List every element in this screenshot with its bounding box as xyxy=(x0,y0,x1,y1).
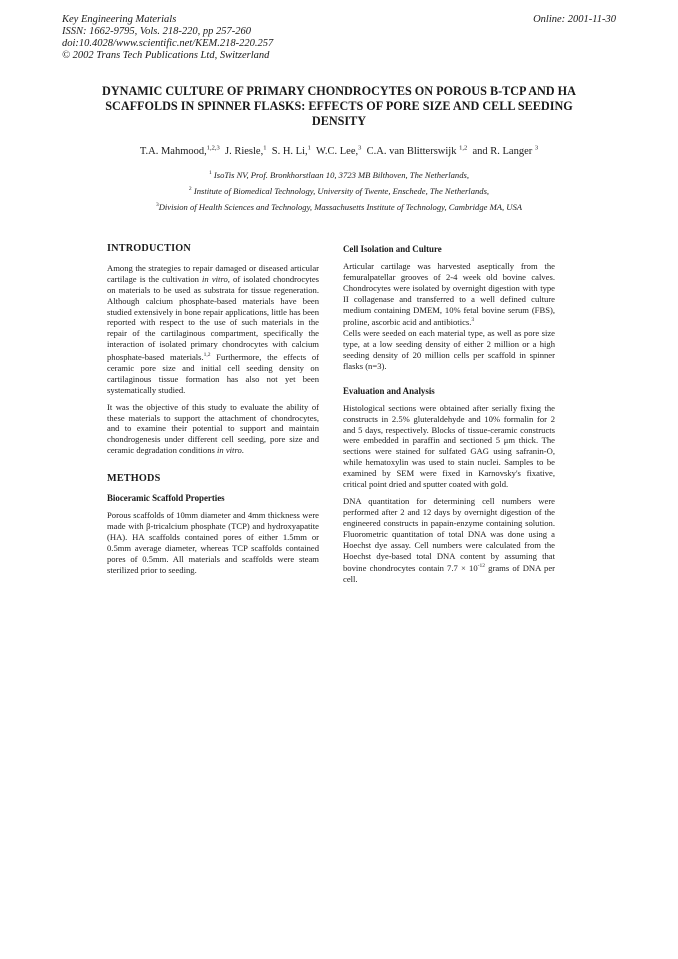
methods-heading: METHODS xyxy=(107,473,161,485)
scaffold-paragraph: Porous scaffolds of 10mm diameter and 4mm thickness were made with β-tricalcium phosphate (TCP) and hydroxyapatite (HA). HA scaffolds contained pores of either 1.5mm or 0.5mm average diameter, whereas TCP scaffolds contained pores of 0.5mm. All materials and scaffolds were steam sterilized prior to seeding. xyxy=(107,509,319,575)
author: S. H. Li,$^1$ xyxy=(271,144,311,157)
doi-line: doi:10.4028/www.scientific.net/KEM.218-220.257 xyxy=(62,38,274,49)
journal-name: Key Engineering Materials xyxy=(62,14,177,25)
online-date: Online: 2001-11-30 xyxy=(533,14,616,25)
affiliation: $^1$ IsoTis NV, Prof. Bronkhorstlaan 10, 3723 MB Bilthoven, The Netherlands, xyxy=(208,169,469,180)
affiliation: $^3$Division of Health Sciences and Technology, Massachusetts Institute of Technology, Cambridge MA, USA xyxy=(155,201,523,212)
author: T.A. Mahmood,$^{1,2,3}$ xyxy=(139,144,220,157)
author: C.A. van Blitterswijk $^{1,2}$ xyxy=(366,144,468,157)
introduction-heading: INTRODUCTION xyxy=(107,243,191,254)
isolation-paragraph-2: Cells were seeded on each material type, as well as pore size type, at a low seeding density of either 2 million or a high seeding density of 20 million cells per scaffold in spinner flasks (n=3). xyxy=(343,328,555,371)
author: J. Riesle,$^1$ xyxy=(225,144,267,157)
author: W.C. Lee,$^3$ xyxy=(315,144,362,157)
author-list xyxy=(60,144,618,157)
evaluation-subheading: Evaluation and Analysis xyxy=(343,385,435,396)
affiliation: $^2$ Institute of Biomedical Technology, University of Twente, Enschede, The Netherlands, xyxy=(188,185,490,196)
introduction-paragraph-2: It was the objective of this study to evaluate the ability of these materials to support the attachment of chondrocytes, and to examine their potential to support and maintain chondrogenesis under different cell seeding, pore size and ceramic degradation conditions in vitro. xyxy=(107,401,319,456)
left-column xyxy=(107,244,319,581)
copyright-line: © 2002 Trans Tech Publications Ltd, Switzerland xyxy=(62,50,270,61)
journal-header xyxy=(62,14,273,62)
issn-line: ISSN: 1662-9795, Vols. 218-220, pp 257-260 xyxy=(62,26,251,37)
evaluation-paragraph-2: DNA quantitation for determining cell numbers were performed after 2 and 12 days by overnight digestion of the engineered constructs in papain-enzyme containing solution. Fluorometric quantitation of total DNA was done using a Hoechst dye assay. Cell numbers were calculated from the Hoechst dye-based total DNA content by assuming that bovine chondrocytes contain $7.7 \times 10^{-12}$ grams of DNA per cell. xyxy=(343,495,555,585)
isolation-subheading: Cell Isolation and Culture xyxy=(343,244,442,254)
isolation-paragraph-1: Articular cartilage was harvested aseptically from the femuralpatellar grooves of 2-4 week old bovine calves. Chondrocytes were isolated by overnight digestion with type II collagenase and transferred to a well defined culture medium containing DMEM, 10% fetal bovine serum (FBS), proline, ascorbic acid and antibiotics.$^3$ xyxy=(343,260,555,328)
author: and R. Langer $^3$ xyxy=(472,144,539,157)
evaluation-paragraph-1: Histological sections were obtained after serially fixing the constructs in 2.5% gluteraldehyde and 10% formalin for 2 and 5 days, respectively. Blocks of tissue-ceramic constructs were embedded in paraffin and sectioned 5 μm thick. The sections were stained for sulfated GAG using safranin-O, while hematoxylin was used to stain nuclei. Samples to be examined by SEM were fixed in Karnovsky's fixative, critical point dried and sputter coated with gold. xyxy=(343,402,555,490)
right-column xyxy=(343,244,555,591)
scaffold-subheading: Bioceramic Scaffold Properties xyxy=(107,493,225,504)
paper-title: DYNAMIC CULTURE OF PRIMARY CHONDROCYTES ON POROUS Β-TCP AND HA SCAFFOLDS IN SPINNER FLASKS: EFFECTS OF PORE SIZE AND CELL SEEDING DENSITY xyxy=(102,84,576,128)
affiliation-list xyxy=(60,166,618,214)
introduction-paragraph-1: Among the strategies to repair damaged or diseased articular cartilage is the cultivation in vitro, of isolated chondrocytes on materials to be used as substrata for tissue regeneration. Although calcium phosphate-based materials have been studied extensively in bone repair applications, little has been reported with respect to the use of such materials in the repair of the cartilaginous compartment, specifically the interaction of isolated primary chondrocytes with calcium phosphate-based materials.$^{1,2}$ Furthermore, the effects of ceramic pore size and initial cell seeding density on cartilaginous tissue formation has also not yet been systematically studied. xyxy=(107,262,319,395)
